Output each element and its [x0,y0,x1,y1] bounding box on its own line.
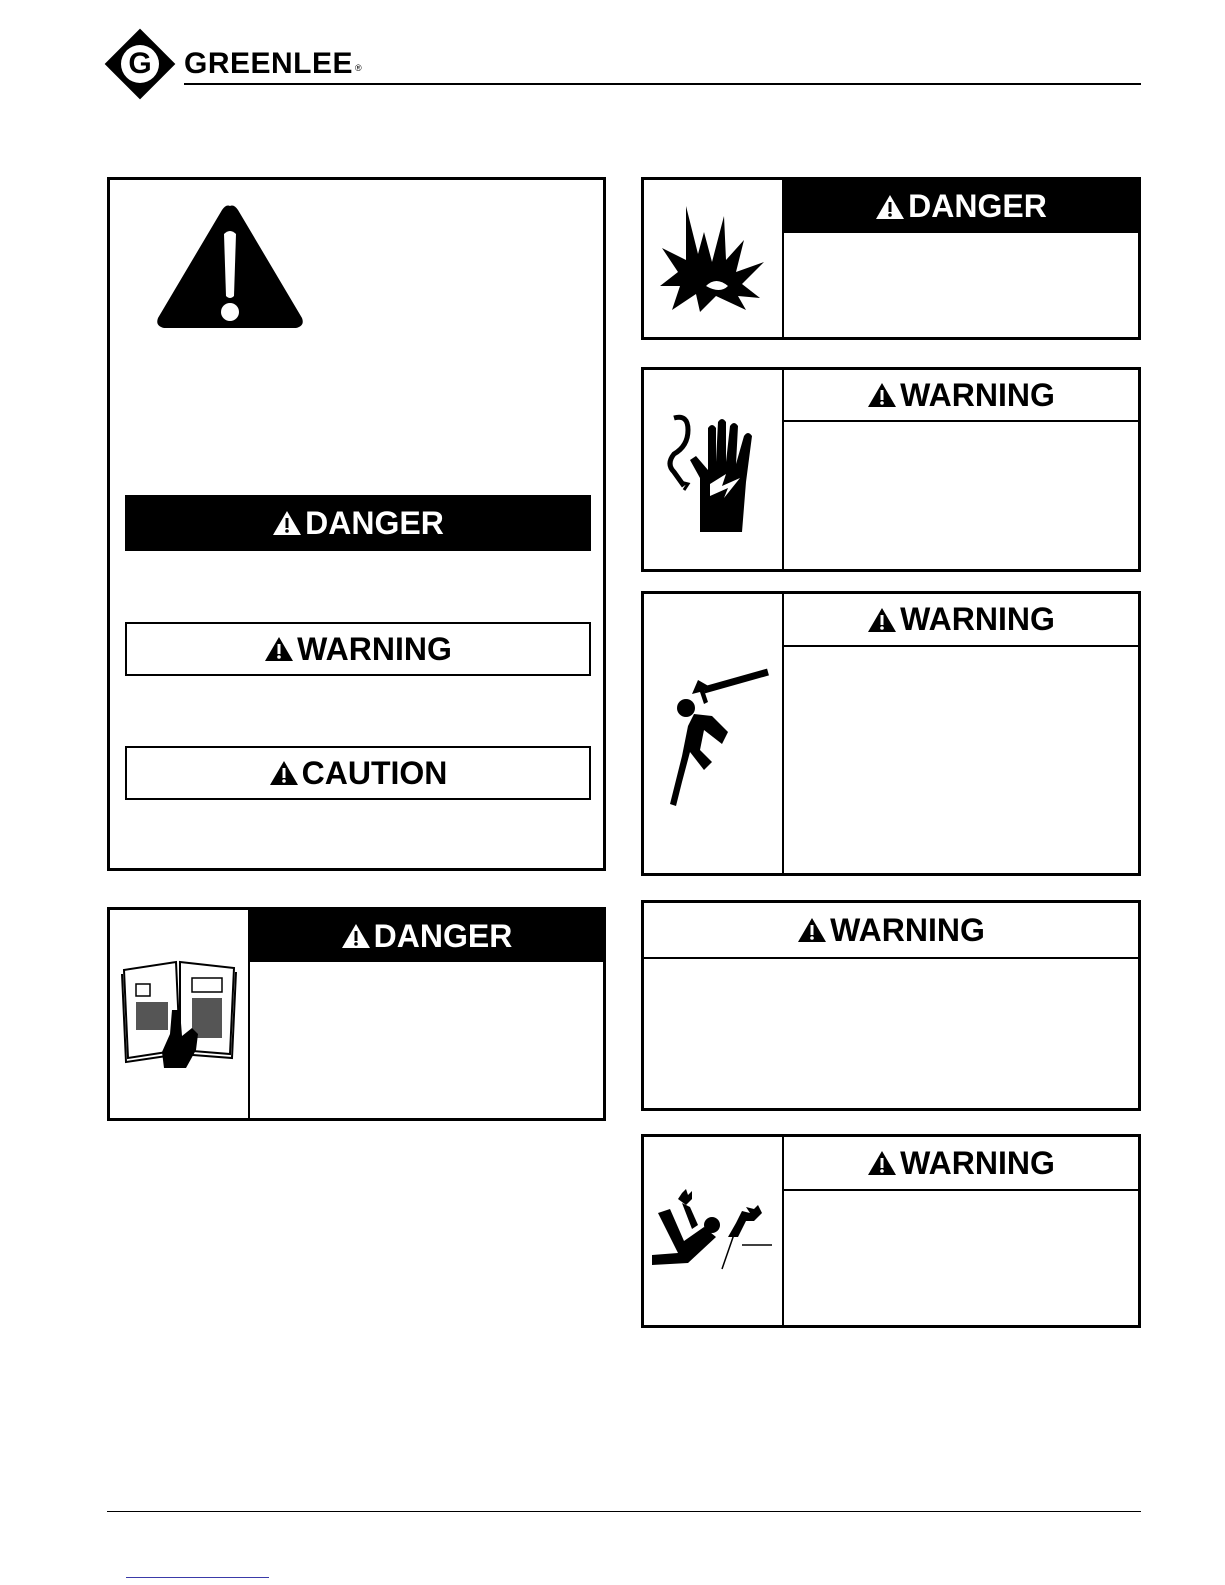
manual-icon-cell [110,910,250,1118]
shock-warning-header [784,370,1138,422]
shock-icon-cell [644,370,784,569]
alert-triangle-icon [867,1150,897,1176]
footer-link-underline[interactable] [126,1577,269,1578]
manual-danger-panel [107,907,606,1121]
warning-label: WARNING [900,1144,1055,1181]
alert-triangle-icon [154,200,306,332]
fall-warning-panel [641,1134,1141,1328]
overhead-warning-header [784,594,1138,647]
alert-triangle-icon [272,510,302,536]
danger-label: DANGER [305,504,444,541]
slip-fall-icon [650,1187,780,1273]
brand-name: GREENLEE ® [184,47,363,80]
header-rule [184,83,1141,85]
fall-icon-cell [644,1137,784,1325]
warning-label: WARNING [830,911,985,948]
general-warning-header [644,903,1138,959]
alert-triangle-icon [867,382,897,408]
caution-label: CAUTION [301,754,448,791]
explosion-icon-cell [644,180,784,337]
electric-shock-hand-icon [666,412,766,534]
warning-label: WARNING [900,376,1055,413]
overhead-warning-panel [641,591,1141,876]
warning-label: WARNING [297,630,452,667]
explosion-hazard-icon [656,202,770,314]
fall-warning-header [784,1137,1138,1191]
footer-rule [107,1511,1141,1512]
overhead-line-contact-icon [670,664,772,808]
registered-mark: ® [355,63,363,73]
alert-triangle-icon [875,194,905,220]
shock-warning-panel [641,367,1141,572]
logo-letter: G [128,47,152,80]
caution-signal-box [125,746,591,800]
read-manual-icon [118,956,242,1076]
signal-word-panel [107,177,606,871]
warning-label: WARNING [900,601,1055,637]
alert-triangle-icon [269,760,299,786]
alert-triangle-icon [797,917,827,943]
overhead-icon-cell [644,594,784,873]
alert-triangle-icon [264,636,294,662]
danger-signal-bar [125,495,591,551]
manual-danger-header [250,910,603,962]
logo-mark [121,45,159,83]
general-warning-panel [641,900,1141,1111]
danger-label: DANGER [908,188,1047,224]
alert-triangle-icon [341,923,371,949]
alert-triangle-icon [867,607,897,633]
warning-signal-box [125,622,591,676]
explosion-danger-header [784,180,1138,233]
danger-label: DANGER [373,917,513,954]
explosion-danger-panel [641,177,1141,340]
